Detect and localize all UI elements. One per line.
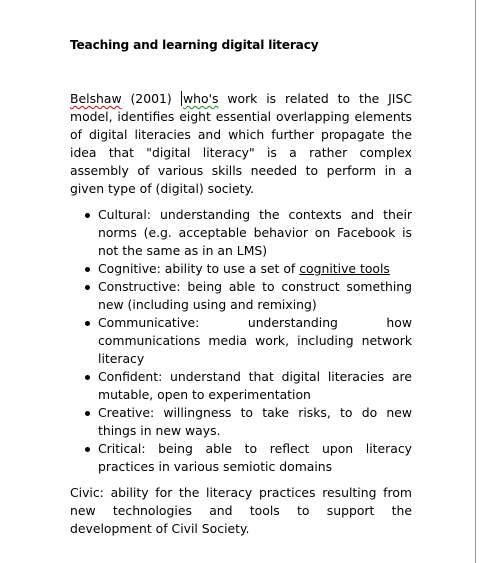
list-item-confident: Confident: understand that digital literacies are mutable, open to experimentation: [98, 369, 412, 402]
cognitive-tools-link[interactable]: cognitive tools: [299, 261, 390, 276]
document-heading: Teaching and learning digital literacy: [70, 38, 319, 52]
list-item-creative: Creative: willingness to take risks, to do new things in new ways.: [98, 405, 412, 438]
list-item-critical: Critical: being able to reflect upon literacy practices in various semiotic domains: [98, 441, 412, 474]
list-item-cognitive: [98, 260, 412, 278]
list-item-cultural: Cultural: understanding the contexts and their norms (e.g. acceptable behavior on Facebook is not the same as in an LMS): [98, 207, 412, 258]
text-cursor: [181, 91, 183, 106]
document-body[interactable]: [70, 36, 412, 538]
civic-paragraph: Civic: ability for the literacy practices resulting from new technologies and tools to support the development of Civil Society.: [70, 485, 412, 536]
author-name[interactable]: Belshaw: [70, 91, 122, 106]
grammar-flagged-word[interactable]: who's: [183, 91, 219, 106]
literacy-elements-list: [70, 206, 412, 476]
intro-rest: work is related to the JISC model, identifies eight essential overlapping elements of digital literacies and which further propagate the idea that "digital literacy" is a rather complex assembly of various skills needed to perform in a given type of (digital) society.: [70, 91, 412, 196]
intro-year: (2001): [121, 91, 181, 106]
cognitive-prefix: Cognitive: ability to use a set of: [98, 261, 300, 276]
list-item-constructive: Constructive: being able to construct something new (including using and remixing): [98, 279, 412, 312]
intro-paragraph[interactable]: [70, 90, 412, 198]
list-item-communicative: Communicative: understanding how communications media work, including network literacy: [98, 315, 412, 366]
